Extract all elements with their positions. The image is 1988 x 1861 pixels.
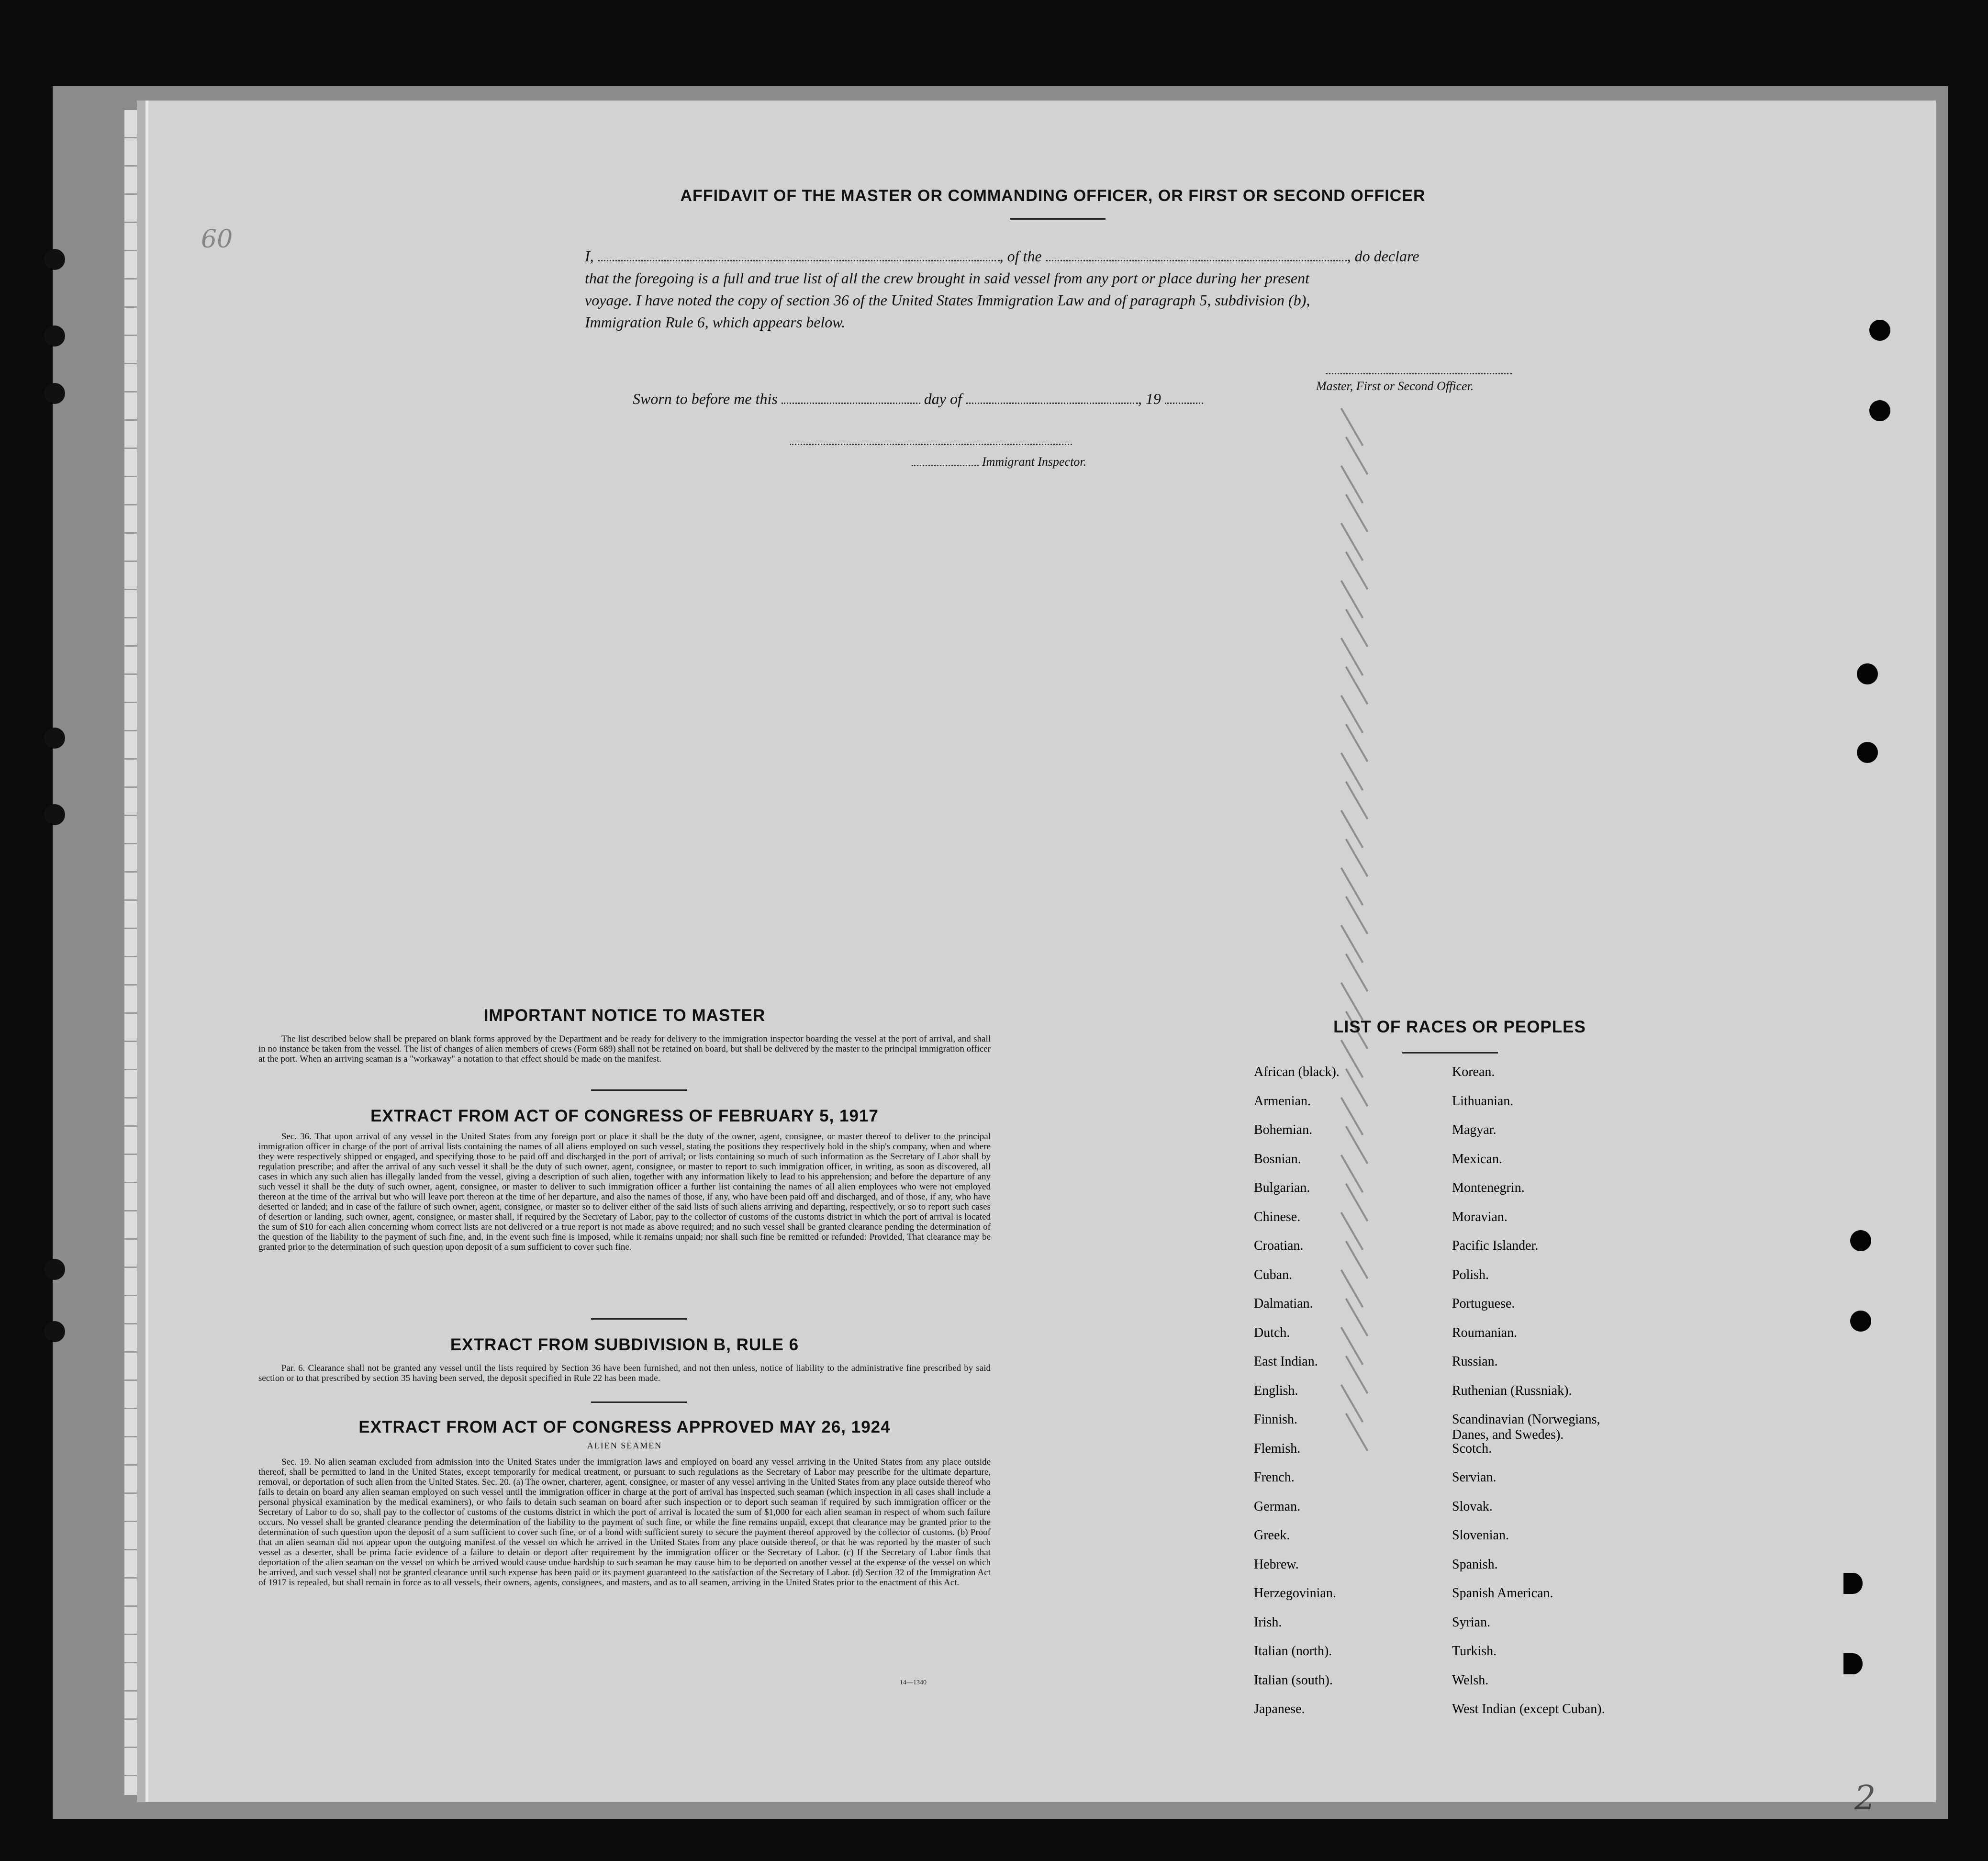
- race-item: Syrian.: [1452, 1614, 1491, 1630]
- binder-hole: [44, 1321, 65, 1342]
- race-item: Chinese.: [1254, 1209, 1301, 1224]
- race-item: Armenian.: [1254, 1093, 1311, 1109]
- inspector-signature-line[interactable]: [790, 443, 1072, 445]
- binder-hole: [1843, 1573, 1863, 1594]
- binder-hole: [1857, 742, 1878, 763]
- binder-hole: [1869, 320, 1890, 341]
- race-item: Spanish American.: [1452, 1586, 1553, 1601]
- race-item: Scandinavian (Norwegians, Danes, and Swedes).: [1452, 1412, 1600, 1442]
- binder-hole: [44, 249, 65, 270]
- race-item: Dalmatian.: [1254, 1296, 1313, 1311]
- race-item: Dutch.: [1254, 1325, 1290, 1340]
- race-item: Slovenian.: [1452, 1528, 1509, 1543]
- extract-1924-text: Sec. 19. No alien seaman excluded from admission into the United States under the immigration laws and employed on board any vessel arriving in the United States from any place outside thereof, shall be permitted to land in the United States, except temporarily for medical treatment, or pursuant to such regulations as the Secretary of Labor may prescribe for the ultimate departure, removal, or deportation of such alien from the United States. Sec. 20. (a) The owner, charterer, agent, consignee, or master of any vessel arriving in the United States from any place outside thereof who fails to detain on board any alien seaman employed on such vessel until the immigration officer in charge at the port of arrival has inspected such seaman (which inspection in all cases shall include a personal physical examination by the medical examiners), or who fails to detain such seaman on board after such inspection or to deport such seaman if required by such immigration officer or the Secretary of Labor to do so, shall pay to the collector of customs of the customs district in which the port of arrival is located the sum of $1,000 for each alien seaman in respect of whom such failure occurs. No vessel shall be granted clearance pending the determination of the liability to the payment of such fine, or while the fine remains unpaid, except that clearance may be granted prior to the determination of such question upon the deposit of a sum sufficient to cover such fine, or of a bond with sufficient surety to secure the payment thereof approved by the collector of customs. (b) Proof that an alien seaman did not appear upon the outgoing manifest of the vessel on which he arrived in the United States from any place outside thereof, or that he was reported by the master of such vessel as a deserter, shall be prima facie evidence of a failure to detain or deport after requirement by the immigration officer or the Secretary of Labor. (c) If the Secretary of Labor finds that deportation of the alien seaman on the vessel on which he arrived would cause undue hardship to such seaman he may cause him to be deported on another vessel at the expense of the vessel on which he arrived, and such vessel shall not be granted clearance until such expense has been paid or its payment guaranteed to the satisfaction of the Secretary of Labor. (d) Section 32 of the Immigration Act of 1917 is repealed, but shall remain in force as to all vessels, their owners, agents, consignees, and masters, and as to all seamen, arriving in the United States prior to the enactment of this Act.: [258, 1457, 991, 1588]
- sworn-day-blank[interactable]: [782, 402, 920, 404]
- race-item: Scotch.: [1452, 1441, 1492, 1456]
- race-item: Welsh.: [1452, 1672, 1489, 1688]
- extract-rule6-text: Par. 6. Clearance shall not be granted any vessel until the lists required by Section 36 have been furnished, and not then unless, notice of liability to the administrative fine prescribed by said section or to that prescribed by section 35 having been served, the deposit specified in Rule 22 has been made.: [258, 1363, 991, 1383]
- race-item: Russian.: [1452, 1354, 1498, 1369]
- inspector-leader: [912, 464, 979, 466]
- notice-text: The list described below shall be prepared on blank forms approved by the Department and be ready for delivery to the immigration inspector boarding the vessel at the port of arrival, and shall in no instance be taken from the vessel. The list of changes of alien members of crews (Form 689) shall not be retained on board, but shall be delivered by the master to the principal immigration officer at the port. When an arriving seaman is a "workaway" a notation to that effect should be made on the manifest.: [258, 1034, 991, 1064]
- binder-hole: [44, 325, 65, 347]
- races-title: LIST OF RACES OR PEOPLES: [1333, 1018, 1586, 1036]
- alien-seamen-subtitle: ALIEN SEAMEN: [587, 1441, 662, 1450]
- races-title-rule: [1402, 1052, 1498, 1054]
- race-item: Korean.: [1452, 1065, 1495, 1079]
- binder-hole: [1850, 1230, 1871, 1251]
- binder-hole: [1843, 1653, 1863, 1674]
- race-item: Finnish.: [1254, 1412, 1298, 1427]
- divider: [591, 1401, 687, 1403]
- race-item: Herzegovinian.: [1254, 1586, 1336, 1601]
- sworn-month-blank[interactable]: [966, 402, 1138, 404]
- race-item: Slovak.: [1452, 1499, 1493, 1514]
- race-item: Bosnian.: [1254, 1151, 1301, 1166]
- race-item: East Indian.: [1254, 1354, 1318, 1369]
- title-rule: [1010, 218, 1106, 220]
- master-name-blank[interactable]: [598, 259, 1000, 261]
- extract-rule6-title: EXTRACT FROM SUBDIVISION B, RULE 6: [450, 1335, 799, 1354]
- race-item: African (black).: [1254, 1065, 1340, 1079]
- race-item: Ruthenian (Russniak).: [1452, 1383, 1572, 1398]
- race-item: Hebrew.: [1254, 1557, 1299, 1572]
- race-item: Mexican.: [1452, 1151, 1502, 1166]
- master-signature-label: Master, First or Second Officer.: [1316, 379, 1474, 393]
- race-item: Magyar.: [1452, 1122, 1497, 1137]
- binder-hole: [1869, 400, 1890, 421]
- binder-hole: [44, 804, 65, 825]
- race-item: Greek.: [1254, 1528, 1290, 1543]
- extract-1917-title: EXTRACT FROM ACT OF CONGRESS OF FEBRUARY 5, 1917: [370, 1107, 879, 1125]
- extract-1917-text: Sec. 36. That upon arrival of any vessel in the United States from any foreign port or place it shall be the duty of the owner, agent, consignee, or master thereof to deliver to the principal immigration officer in charge of the port of arrival lists containing the names of all aliens employed on such vessel, stating the positions they respectively hold in the ship's company, when and where they were respectively shipped or engaged, and specifying those to be paid off and discharged in the port of arrival; or lists containing so much of such information as the Secretary of Labor shall by regulation prescribe; and after the arrival of any such vessel it shall be the duty of such owner, agent, consignee, or master to report to such immigration officer, in writing, as soon as discovered, all cases in which any such alien has illegally landed from the vessel, giving a description of such alien, together with any information likely to lead to his apprehension; and before the departure of any such vessel it shall be the duty of such owner, agent, consignee, or master to deliver to such immigration officer a further list containing the names of all alien employees who were not employed thereon at the time of the arrival but who will leave port thereon at the time of her departure, and also the names of those, if any, who have been paid off and discharged, and of those, if any, who have deserted or landed; and in case of the failure of such owner, agent, consignee, or master so to deliver either of the said lists of such aliens arriving and departing, respectively, or so to report such cases of desertion or landing, such owner, agent, consignee, or master shall, if required by the Secretary of Labor, pay to the collector of customs of the customs district in which the port of arrival is located the sum of $10 for each alien concerning whom correct lists are not delivered or a true report is not made as above required; and no such vessel shall be granted clearance pending the determination of the question of the liability to the payment of such fine, and, in the event such fine is imposed, while it remains unpaid; nor shall such fine be remitted or refunded: Provided, That clearance may be granted prior to the determination of such question upon deposit of a sum sufficient to cover such fine.: [258, 1132, 991, 1252]
- race-item: Servian.: [1452, 1470, 1497, 1485]
- margin-handwritten-mark: 60: [201, 225, 233, 254]
- race-item: Moravian.: [1452, 1209, 1508, 1224]
- race-item: Polish.: [1452, 1267, 1489, 1282]
- race-item: Irish.: [1254, 1614, 1282, 1630]
- race-item: Montenegrin.: [1452, 1180, 1525, 1195]
- vessel-name-blank[interactable]: [1046, 259, 1347, 261]
- binder-hole: [44, 383, 65, 404]
- race-item: Spanish.: [1452, 1557, 1498, 1572]
- inspector-label: Immigrant Inspector.: [982, 455, 1087, 469]
- binder-hole: [1857, 663, 1878, 684]
- race-item: Portuguese.: [1452, 1296, 1515, 1311]
- race-item: Bohemian.: [1254, 1122, 1313, 1137]
- divider: [591, 1318, 687, 1320]
- race-item: Italian (north).: [1254, 1644, 1332, 1659]
- affidavit-line-3: voyage. I have noted the copy of section 36 of the United States Immigration Law and of paragraph 5, subdivision (b),: [585, 291, 1310, 309]
- race-item: Italian (south).: [1254, 1672, 1333, 1688]
- race-item: Pacific Islander.: [1452, 1238, 1539, 1253]
- race-item: German.: [1254, 1499, 1301, 1514]
- binder-hole: [44, 728, 65, 749]
- binder-hole: [44, 1259, 65, 1280]
- sworn-line: Sworn to before me this day of , 19: [633, 388, 1303, 410]
- binder-hole: [1850, 1311, 1871, 1332]
- race-item: Lithuanian.: [1452, 1093, 1514, 1109]
- form-number: 14—1340: [900, 1679, 927, 1686]
- handwritten-page-number: 2: [1854, 1778, 1876, 1817]
- race-item: Cuban.: [1254, 1267, 1293, 1282]
- race-item: Bulgarian.: [1254, 1180, 1310, 1195]
- divider: [591, 1089, 687, 1091]
- race-item: Croatian.: [1254, 1238, 1304, 1253]
- affidavit-line-2: that the foregoing is a full and true list of all the crew brought in said vessel from any port or place during her present: [585, 269, 1309, 287]
- master-signature-line[interactable]: [1326, 372, 1512, 374]
- race-item: English.: [1254, 1383, 1298, 1398]
- race-item: Turkish.: [1452, 1644, 1497, 1659]
- sworn-year-blank[interactable]: [1165, 402, 1203, 404]
- race-item: Flemish.: [1254, 1441, 1301, 1456]
- race-item: French.: [1254, 1470, 1295, 1485]
- race-item: West Indian (except Cuban).: [1452, 1702, 1605, 1716]
- extract-1924-title: EXTRACT FROM ACT OF CONGRESS APPROVED MAY 26, 1924: [358, 1418, 891, 1436]
- affidavit-line-4: Immigration Rule 6, which appears below.: [585, 314, 846, 331]
- race-item: Roumanian.: [1452, 1325, 1518, 1340]
- affidavit-title: AFFIDAVIT OF THE MASTER OR COMMANDING OFFICER, OR FIRST OR SECOND OFFICER: [680, 187, 1426, 205]
- race-item: Japanese.: [1254, 1702, 1305, 1716]
- notice-title: IMPORTANT NOTICE TO MASTER: [483, 1006, 766, 1025]
- affidavit-line-1: I, , of the , do declare: [585, 247, 1419, 265]
